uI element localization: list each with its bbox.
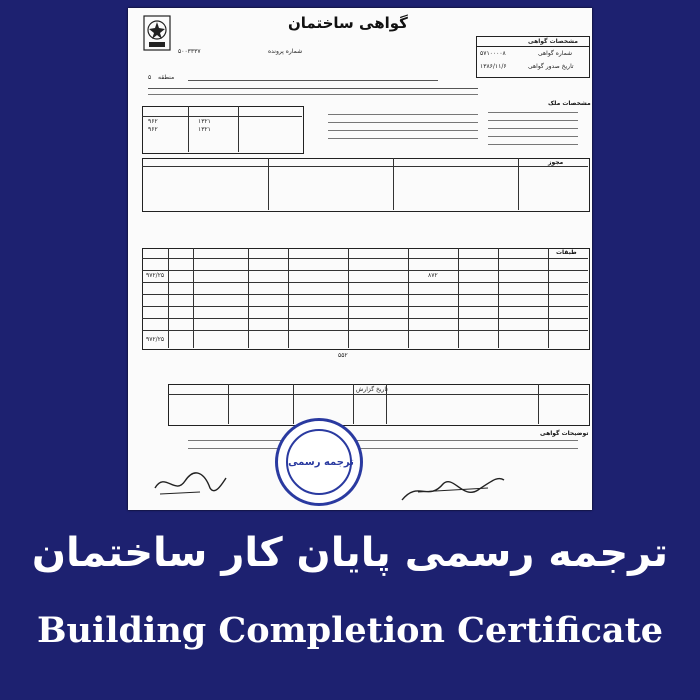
official-translation-stamp (275, 418, 363, 506)
table-cell: ۱۳۲۱ (198, 126, 211, 133)
header-value: ۵۷۱۰۰۰۰۸ (480, 50, 506, 57)
file-number-label: شماره پرونده (268, 48, 303, 55)
table-cell: ۹۷۲/۲۵ (146, 336, 165, 343)
permit-section-heading: مجوز (548, 159, 564, 166)
zone-label: منطقه (158, 74, 175, 81)
floors-table (142, 248, 590, 350)
zone-value: ۵ (148, 74, 152, 81)
owner-section-heading: مشخصات ملک (548, 100, 591, 107)
municipality-logo-icon (142, 14, 172, 52)
header-field: مشخصات گواهی (528, 38, 578, 45)
table-cell: ۵۵۲ (338, 352, 348, 359)
parcel-table (142, 106, 304, 154)
certificate-document (128, 8, 592, 510)
table-cell: ۹۶۲ (148, 118, 158, 125)
stamp-label: ترجمه رسمی (288, 457, 354, 468)
signature-right-icon (398, 470, 508, 506)
remarks-heading: توضیحات گواهی (540, 430, 589, 437)
table-cell: ۹۷۲/۲۵ (146, 272, 165, 279)
floors-section-heading: طبقات (556, 249, 577, 256)
header-value: ۱۳۸۶/۱۱/۶ (480, 63, 507, 70)
header-field: تاریخ صدور گواهی (528, 63, 574, 70)
completion-date-label: تاریخ گزارش (356, 386, 388, 393)
table-cell: ۱۳۲۱ (198, 118, 211, 125)
table-cell: ۸۷۲ (428, 272, 438, 279)
caption-english: Building Completion Certificate (36, 610, 664, 651)
caption-persian: ترجمه رسمی پایان کار ساختمان (31, 530, 669, 576)
header-field: شماره گواهی (538, 50, 573, 57)
certificate-title: گواهی ساختمان (288, 14, 408, 32)
table-cell: ۹۶۲ (148, 126, 158, 133)
signature-left-icon (150, 466, 230, 502)
file-number-value: ۵۰۰۳۳۳۷ (178, 48, 201, 55)
